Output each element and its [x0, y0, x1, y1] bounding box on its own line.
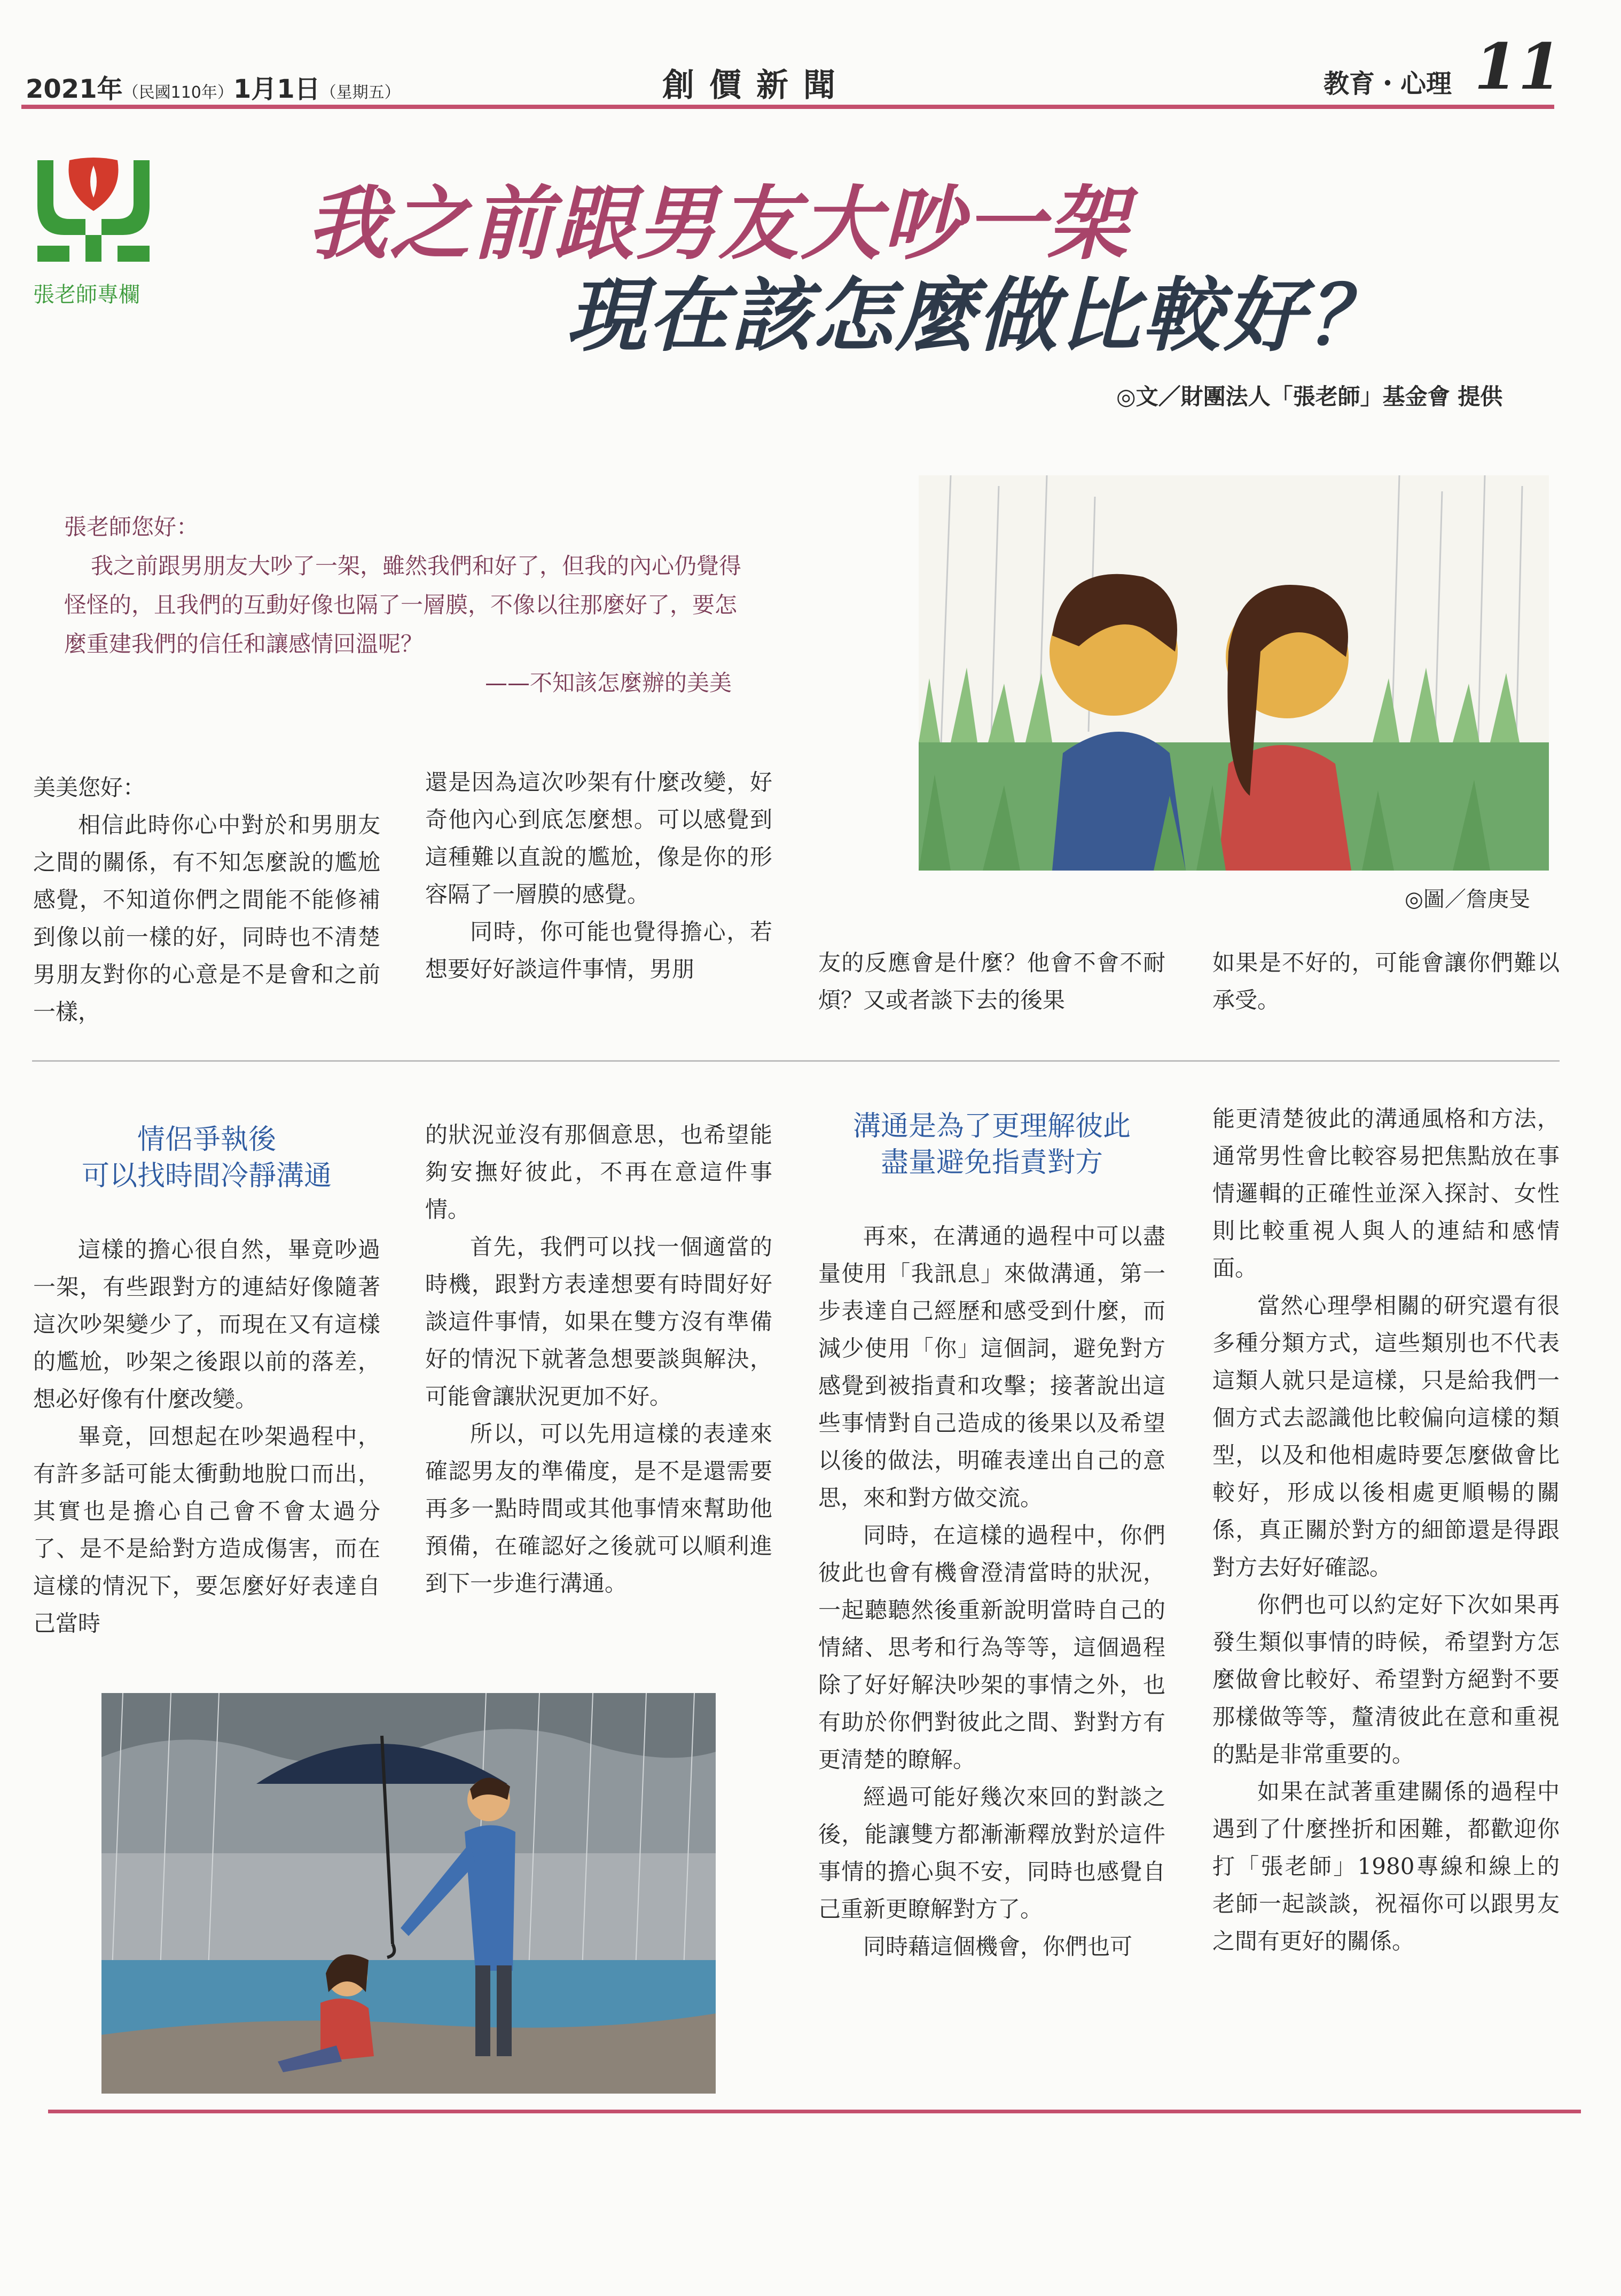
section2-paragraph: 經過可能好幾次來回的對談之後，能讓雙方都漸漸釋放對於這件事情的擔心與不安，同時也感覺自己重新更瞭解對方了。	[818, 1784, 1165, 1922]
column-logo-icon	[32, 150, 155, 288]
section2-paragraph: 再來，在溝通的過程中可以盡量使用「我訊息」來做溝通，第一步表達自己經歷和感受到什麼，而減少使用「你」這個詞，避免對方感覺到被指責和攻擊；接著說出這些事情對自己造成的後果以及希望以後的做法，明確表達出自己的意思，來和對方做交流。	[818, 1223, 1165, 1511]
section2-paragraph: 同時藉這個機會，你們也可	[863, 1933, 1133, 1960]
letter-greeting: 張老師您好：	[64, 514, 199, 540]
section2-paragraph: 能更清楚彼此的溝通風格和方法，通常男性會比較容易把焦點放在事情邏輯的正確性並深入探討、女性則比較重視人與人的連結和感情面。	[1212, 1106, 1560, 1281]
article-title-line2: 現在該怎麼做比較好？	[566, 270, 1389, 363]
byline: ◎文／財團法人「張老師」基金會 提供	[1116, 383, 1503, 410]
reply-paragraph: 還是因為這次吵架有什麼改變，好奇他內心到底怎麼想。可以感覺到這種難以直說的尷尬，像是你的形容隔了一層膜的感覺。	[425, 769, 772, 907]
section-label: 教育・心理	[1324, 69, 1452, 99]
reply-paragraph: 相信此時你心中對於和男朋友之間的關係，有不知怎麼說的尷尬感覺，不知道你們之間能不能修補到像以前一樣的好，同時也不清楚男朋友對你的心意是不是會和之前一樣，	[33, 812, 380, 1025]
section1-paragraph: 所以，可以先用這樣的表達來確認男友的準備度，是不是還需要再多一點時間或其他事情來幫助他預備，在確認好之後就可以順利進到下一步進行溝通。	[425, 1421, 772, 1596]
reply-paragraph: 同時，你可能也覺得擔心，若想要好好談這件事情，男朋	[425, 919, 772, 982]
reply-column-4	[1212, 944, 1560, 1019]
section2-paragraph: 如果在試著重建關係的過程中遇到了什麼挫折和困難，都歡迎你打「張老師」1980專線和線上的老師一起談談，祝福你可以跟男友之間有更好的關係。	[1212, 1778, 1560, 1954]
section2-paragraph: 當然心理學相關的研究還有很多種分類方式，這些類別也不代表這類人就只是這樣，只是給我們一個方式去認識他比較偏向這樣的類型，以及和他相處時要怎麼做會比較好，形成以後相處更順暢的關係，真正關於對方的細節還是得跟對方去好好確認。	[1212, 1292, 1560, 1580]
section1-column-2	[425, 1116, 772, 1602]
letter-signature: ——不知該怎麼辦的美美	[484, 670, 732, 696]
letter-body: 我之前跟男朋友大吵了一架，雖然我們和好了，但我的內心仍覺得怪怪的，且我們的互動好像也隔了一層膜，不像以往那麼好了，要怎麼重建我們的信任和讓感情回溫呢？	[64, 553, 742, 657]
reply-column-3	[818, 944, 1165, 1019]
section2-column-3	[818, 1218, 1165, 1965]
page-number: 11	[1474, 29, 1562, 104]
section1-paragraph: 畢竟，回想起在吵架過程中，有許多話可能太衝動地脫口而出，其實也是擔心自己會不會太過分了、是不是給對方造成傷害，而在這樣的情況下，要怎麼好好表達自己當時	[33, 1423, 380, 1636]
section2-paragraph: 你們也可以約定好下次如果再發生類似事情的時候，希望對方怎麼做會比較好、希望對方絕對不要那樣做等等，釐清彼此在意和重視的點是非常重要的。	[1212, 1592, 1560, 1767]
section1-paragraph: 的狀況並沒有那個意思，也希望能夠安撫好彼此，不再在意這件事情。	[425, 1122, 772, 1223]
section1-paragraph: 首先，我們可以找一個適當的時機，跟對方表達想要有時間好好談這件事情，如果在雙方沒有準備好的情況下就著急想要談與解決，可能會讓狀況更加不好。	[425, 1234, 772, 1409]
reader-letter	[64, 507, 758, 702]
section1-heading-line2: 可以找時間冷靜溝通	[81, 1160, 332, 1192]
section2-heading-line1: 溝通是為了更理解彼此	[852, 1110, 1131, 1142]
reply-column-2	[425, 764, 772, 988]
newspaper-name: 創價新聞	[662, 67, 850, 104]
section2-paragraph: 同時，在這樣的過程中，你們彼此也會有機會澄清當時的狀況，一起聽聽然後重新說明當時自己的情緒、思考和行為等等，這個過程除了好好解決吵架的事情之外，也有助於你們對彼此之間、對對方有更清楚的瞭解。	[818, 1522, 1165, 1773]
top-illustration-caption: ◎圖／詹庚旻	[1405, 887, 1530, 912]
couple-back-to-back-illustration	[919, 475, 1549, 871]
section2-column-4	[1212, 1100, 1560, 1960]
section1-heading	[33, 1122, 380, 1194]
article-title-line1: 我之前跟男友大吵一架	[307, 178, 1130, 271]
section2-heading	[818, 1108, 1165, 1181]
reply-column-1	[33, 769, 380, 1031]
section-divider	[32, 1060, 1560, 1062]
header-date: 2021年（民國110年）1月1日（星期五）	[26, 74, 401, 104]
reply-paragraph: 友的反應會是什麼？他會不會不耐煩？又或者談下去的後果	[818, 950, 1165, 1013]
section2-heading-line2: 盡量避免指責對方	[880, 1147, 1103, 1179]
section1-column-1	[33, 1231, 380, 1642]
reply-paragraph: 如果是不好的，可能會讓你們難以承受。	[1212, 950, 1560, 1013]
header-rule	[21, 105, 1554, 109]
logo-caption: 張老師專欄	[33, 283, 140, 307]
umbrella-in-rain-illustration	[101, 1693, 716, 2094]
section1-heading-line1: 情侶爭執後	[137, 1124, 276, 1156]
footer-rule	[48, 2110, 1581, 2113]
reply-greeting: 美美您好：	[33, 774, 146, 801]
section1-paragraph: 這樣的擔心很自然，畢竟吵過一架，有些跟對方的連結好像隨著這次吵架變少了，而現在又有這樣的尷尬，吵架之後跟以前的落差，想必好像有什麼改變。	[33, 1236, 380, 1412]
